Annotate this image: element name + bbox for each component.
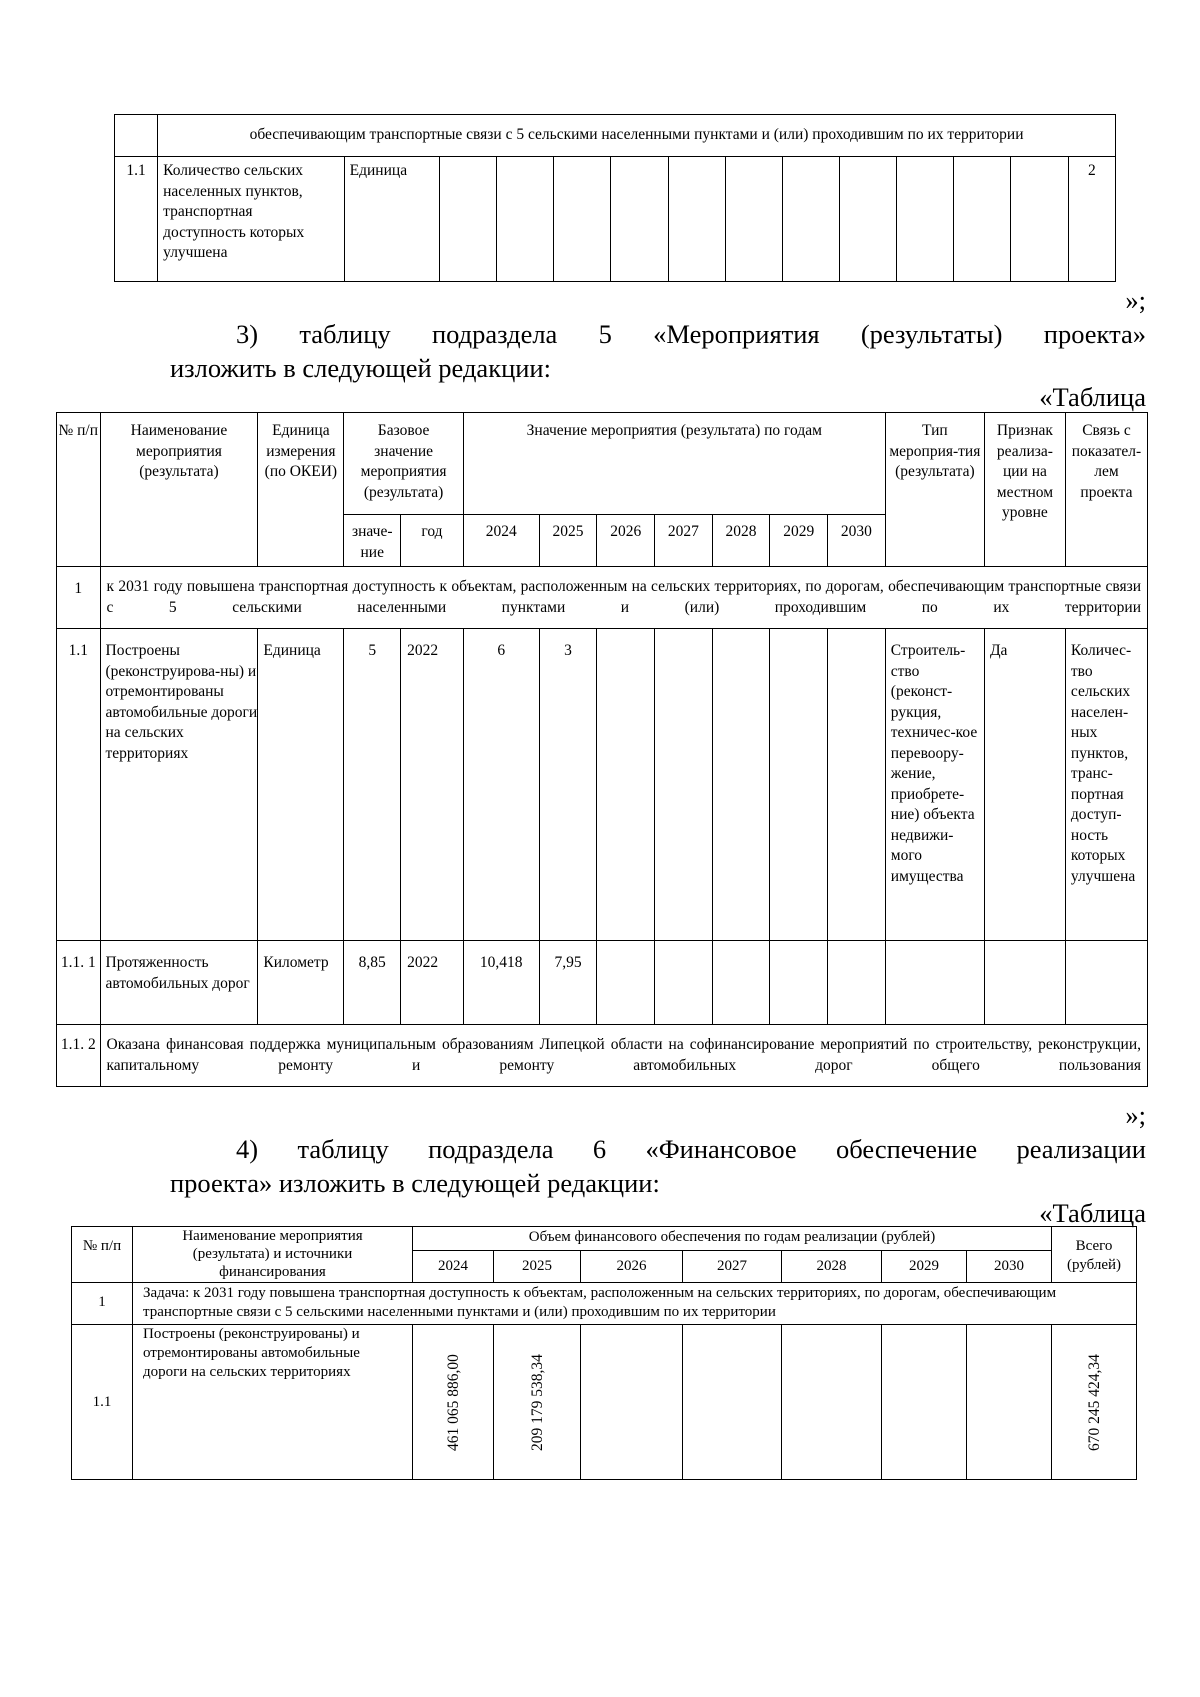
amount-2027-cell [683, 1325, 782, 1480]
header-year: 2030 [967, 1251, 1052, 1283]
header-unit: Единица измерения (по ОКЕИ) [258, 413, 344, 567]
task-text: к 2031 году повышена транспортная доступность к объектам, расположенным на сельских территориях, по дорогам, обеспечивающим транспортные связи с 5 сельскими населенными пунктами и (или) проходившим по их территории [100, 567, 1147, 629]
result-name: Протяженность автомобильных дорог [100, 941, 258, 1025]
value-2028 [712, 941, 770, 1025]
word: таблицу [299, 319, 391, 349]
header-total: Всего (рублей) [1052, 1227, 1137, 1283]
result-type: Строитель-ство (реконст-рукция, техничес-кое перевоору-жение, приобрете-ние) объекта недвижи-мого имущества [885, 629, 984, 941]
result-unit: Единица [258, 629, 344, 941]
indicator-table-fragment [114, 114, 1116, 282]
word: проекта» [1043, 319, 1146, 349]
value-cell [725, 157, 782, 282]
header-name: Наименование мероприятия (результата) и источники финансирования [133, 1227, 413, 1283]
table-label: «Таблица [1039, 382, 1146, 412]
subtask-text: Оказана финансовая поддержка муниципальным образованиям Липецкой области на софинансирование мероприятий по строительству, реконструкции, капитальному ремонту и ремонту автомобильных дорог общего пользования [100, 1025, 1147, 1087]
paragraph-3-line2: изложить в следующей редакции: [170, 353, 551, 383]
header-volume: Объем финансового обеспечения по годам реализации (рублей) [413, 1227, 1052, 1251]
task-text: Задача: к 2031 году повышена транспортная доступность к объектам, расположенным на сельских территориях, по дорогам, обеспечивающим транспортные связи с 5 сельскими населенными пунктами и (или) проходившим по их территории [133, 1283, 1137, 1325]
value-cell [668, 157, 725, 282]
value-2027 [655, 629, 713, 941]
result-sign: Да [984, 629, 1065, 941]
results-table [56, 412, 1148, 1087]
base-year: 2022 [401, 941, 464, 1025]
result-type [885, 941, 984, 1025]
finance-table [71, 1226, 1137, 1480]
header-year: 2029 [882, 1251, 967, 1283]
value-cell [897, 157, 954, 282]
row-number: 1.1. 1 [57, 941, 101, 1025]
closing-quote: »; [1125, 285, 1146, 315]
header-year: 2025 [494, 1251, 581, 1283]
result-name: Построены (реконструированы) и отремонтированы автомобильные дороги на сельских территориях [133, 1325, 413, 1480]
word: подраздела [428, 1134, 554, 1164]
value-2029 [770, 629, 828, 941]
value-2024: 6 [463, 629, 539, 941]
header-name: Наименование мероприятия (результата) [100, 413, 258, 567]
row-number: 1.1 [72, 1325, 133, 1480]
word: таблицу [297, 1134, 389, 1164]
header-num: № п/п [72, 1227, 133, 1283]
task-num: 1 [72, 1283, 133, 1325]
header-year: 2026 [597, 515, 655, 567]
amount-2024: 461 065 886,00 [445, 1354, 462, 1451]
base-year: 2022 [401, 629, 464, 941]
table-label: «Таблица [1039, 1198, 1146, 1228]
header-year: 2024 [463, 515, 539, 567]
amount-2024-cell [413, 1325, 494, 1480]
value-cell [497, 157, 554, 282]
word: подраздела [431, 319, 558, 349]
word: реализации [1016, 1134, 1146, 1164]
value-2025: 3 [539, 629, 597, 941]
amount-total: 670 245 424,34 [1086, 1354, 1104, 1451]
empty-cell [115, 115, 158, 157]
base-value: 5 [344, 629, 401, 941]
amount-2025-cell [494, 1325, 581, 1480]
task-num: 1 [57, 567, 101, 629]
paragraph-4-line2: проекта» изложить в следующей редакции: [170, 1168, 660, 1198]
header-year: 2028 [712, 515, 770, 567]
paragraph-3-line1 [236, 317, 1146, 351]
word: обеспечение [836, 1134, 978, 1164]
value-cell [611, 157, 668, 282]
amount-2025: 209 179 538,34 [529, 1354, 546, 1451]
value-2030 [828, 941, 886, 1025]
amount-2026-cell [581, 1325, 683, 1480]
header-year: 2026 [581, 1251, 683, 1283]
word: «Мероприятия [653, 319, 820, 349]
value-cell [1011, 157, 1068, 282]
word: (результаты) [860, 319, 1003, 349]
value-2028 [712, 629, 770, 941]
header-year: 2025 [539, 515, 597, 567]
indicator-last-value: 2 [1068, 157, 1115, 282]
indicator-name: Количество сельских населенных пунктов, транспортная доступность которых улучшена [158, 157, 345, 282]
value-cell [782, 157, 839, 282]
header-year: 2027 [655, 515, 713, 567]
row-number: 1.1. 2 [57, 1025, 101, 1087]
row-number: 1.1 [115, 157, 158, 282]
header-num: № п/п [57, 413, 101, 567]
value-2026 [597, 629, 655, 941]
result-link: Количес-тво сельских населен-ных пунктов, транс-портная доступ-ность которых улучшена [1065, 629, 1147, 941]
indicator-unit: Единица [344, 157, 439, 282]
result-sign [984, 941, 1065, 1025]
word: «Финансовое [645, 1134, 797, 1164]
value-cell [954, 157, 1011, 282]
header-sign: Признак реализа-ции на местном уровне [984, 413, 1065, 567]
paragraph-4-line1 [236, 1132, 1146, 1166]
amount-total-cell [1052, 1325, 1137, 1480]
task-text-continuation: обеспечивающим транспортные связи с 5 сельскими населенными пунктами и (или) проходившим по их территории [158, 115, 1116, 157]
amount-2028-cell [782, 1325, 882, 1480]
closing-quote: »; [1125, 1100, 1146, 1130]
value-2025: 7,95 [539, 941, 597, 1025]
row-number: 1.1 [57, 629, 101, 941]
value-2029 [770, 941, 828, 1025]
result-unit: Километр [258, 941, 344, 1025]
item-number: 4) [236, 1134, 259, 1164]
value-cell [554, 157, 611, 282]
value-2030 [828, 629, 886, 941]
header-year: 2028 [782, 1251, 882, 1283]
base-value: 8,85 [344, 941, 401, 1025]
amount-2029-cell [882, 1325, 967, 1480]
header-type: Тип мероприя-тия (результата) [885, 413, 984, 567]
value-2026 [597, 941, 655, 1025]
item-number: 3) [236, 319, 259, 349]
amount-2030-cell [967, 1325, 1052, 1480]
header-base-value: значе-ние [344, 515, 401, 567]
header-values: Значение мероприятия (результата) по годам [463, 413, 885, 515]
word: 6 [592, 1134, 607, 1164]
header-year: 2024 [413, 1251, 494, 1283]
value-cell [439, 157, 496, 282]
header-year: 2030 [828, 515, 886, 567]
value-cell [840, 157, 897, 282]
result-name: Построены (реконструирова-ны) и отремонтированы автомобильные дороги на сельских территориях [100, 629, 258, 941]
value-2024: 10,418 [463, 941, 539, 1025]
header-year: 2027 [683, 1251, 782, 1283]
header-link: Связь с показател-лем проекта [1065, 413, 1147, 567]
header-base: Базовое значение мероприятия (результата) [344, 413, 463, 515]
header-year: 2029 [770, 515, 828, 567]
value-2027 [655, 941, 713, 1025]
header-base-year: год [401, 515, 464, 567]
word: 5 [598, 319, 612, 349]
result-link [1065, 941, 1147, 1025]
